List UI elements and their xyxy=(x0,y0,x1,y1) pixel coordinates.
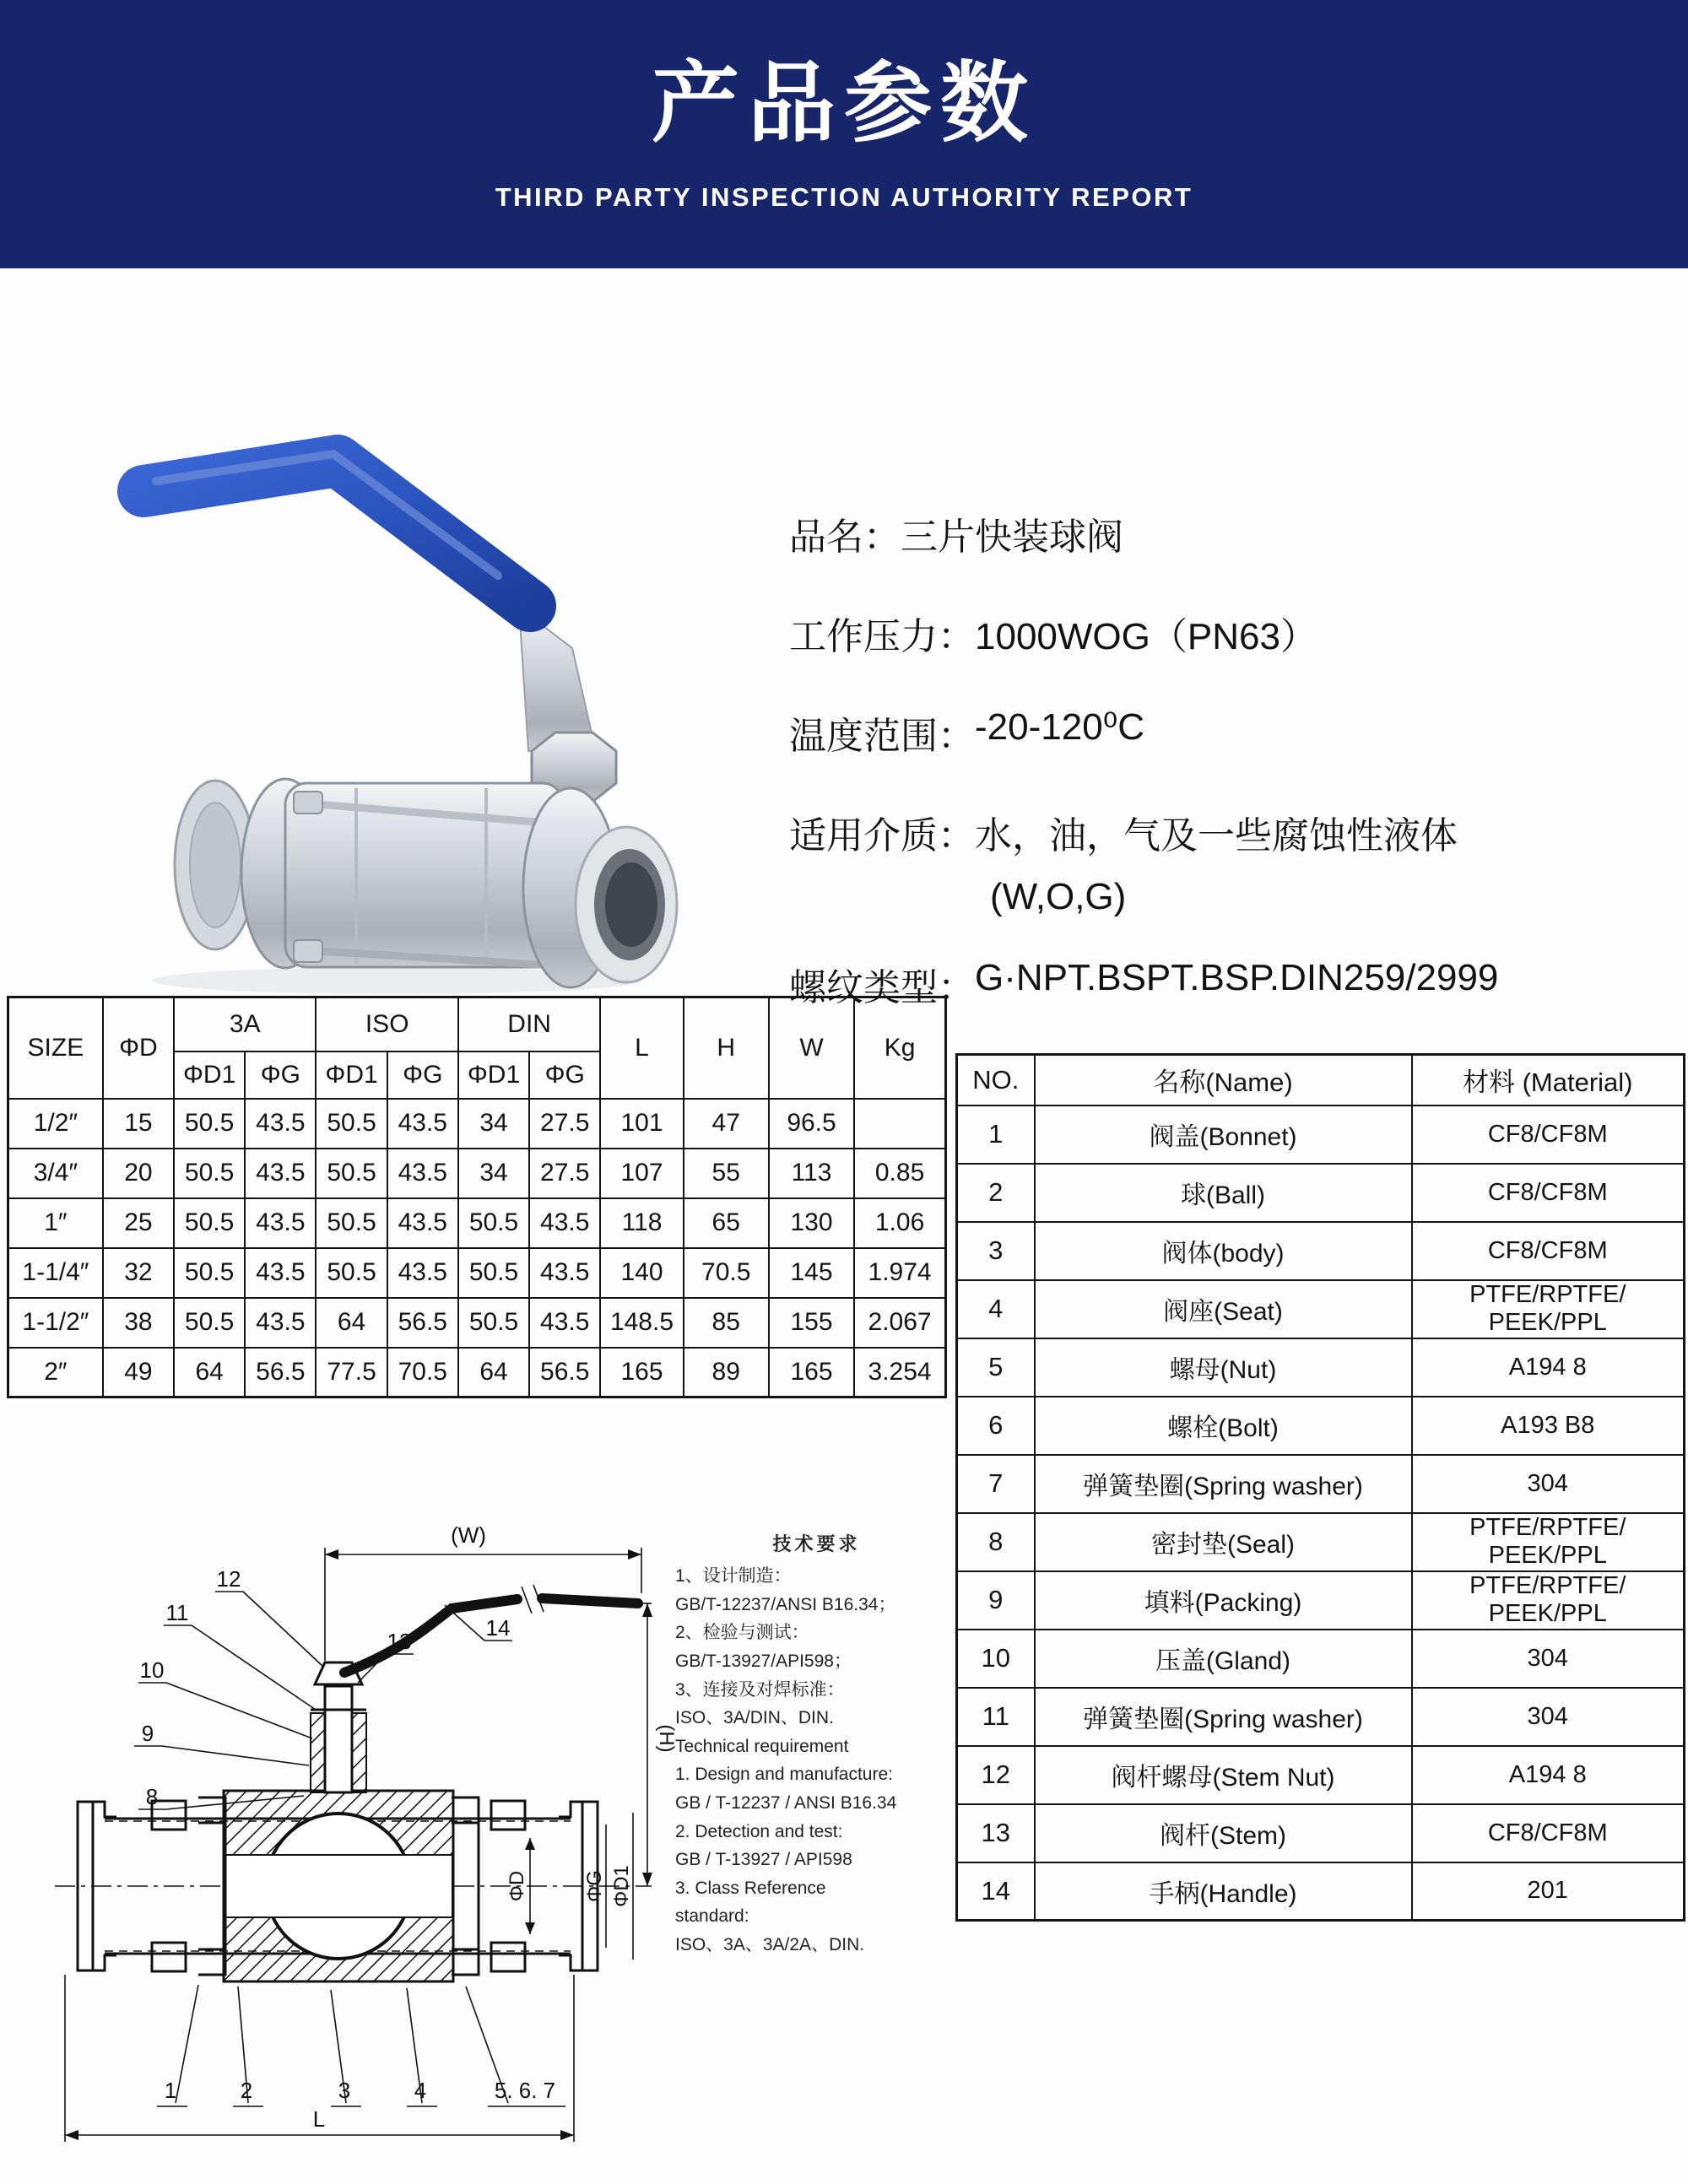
table-cell: 螺栓(Bolt) xyxy=(1035,1397,1412,1455)
notes-line: standard: xyxy=(675,1906,749,1927)
table-cell: 304 xyxy=(1412,1455,1685,1513)
info-label: 温度范围： xyxy=(789,716,975,757)
table-cell: 3/4″ xyxy=(8,1149,103,1198)
table-cell: 14 xyxy=(957,1862,1035,1921)
product-info xyxy=(789,506,1684,1057)
size-table xyxy=(7,996,947,1398)
table-cell: 13 xyxy=(957,1804,1035,1862)
part-label-14: 14 xyxy=(485,1615,511,1641)
table-row xyxy=(957,1804,1685,1862)
dim-w-label: (W) xyxy=(451,1522,486,1548)
col-header-h: H xyxy=(684,997,769,1099)
table-cell: 填料(Packing) xyxy=(1035,1571,1412,1630)
col-header-d1: ΦD1 xyxy=(316,1051,387,1099)
table-cell: 10 xyxy=(957,1630,1035,1688)
table-cell: 1.06 xyxy=(854,1198,945,1248)
table-cell: 64 xyxy=(316,1298,387,1348)
table-cell: 65 xyxy=(684,1198,769,1248)
table-cell: PTFE/RPTFE/ PEEK/PPL xyxy=(1412,1513,1685,1571)
col-header-w: W xyxy=(769,997,854,1099)
table-row xyxy=(8,1248,946,1298)
table-cell: 64 xyxy=(458,1348,529,1397)
table-cell: PTFE/RPTFE/ PEEK/PPL xyxy=(1412,1571,1685,1630)
table-cell: 43.5 xyxy=(245,1248,316,1298)
table-cell: 34 xyxy=(458,1099,529,1149)
info-label: 适用介质： xyxy=(789,815,975,857)
table-row xyxy=(957,1338,1685,1397)
table-row xyxy=(957,1222,1685,1280)
table-cell: 32 xyxy=(103,1248,174,1298)
table-row xyxy=(8,1099,946,1149)
table-cell: 50.5 xyxy=(174,1248,245,1298)
info-working-pressure xyxy=(789,606,1684,660)
part-label-9: 9 xyxy=(141,1721,154,1746)
table-cell: 50.5 xyxy=(316,1099,387,1149)
dim-d-label: ΦD xyxy=(506,1870,528,1902)
notes-title: 技术要求 xyxy=(772,1533,861,1554)
notes-line: GB / T-12237 / ANSI B16.34 xyxy=(675,1792,897,1813)
table-cell: 118 xyxy=(600,1198,683,1248)
product-photo xyxy=(59,354,701,996)
table-cell: 85 xyxy=(684,1298,769,1348)
table-cell: 50.5 xyxy=(316,1198,387,1248)
table-cell: 140 xyxy=(600,1248,683,1298)
col-header-name: 名称(Name) xyxy=(1035,1055,1412,1106)
dim-d1-label: ΦD1 xyxy=(610,1865,633,1907)
info-media xyxy=(789,805,1684,859)
table-row xyxy=(957,1106,1685,1164)
table-cell: 密封垫(Seal) xyxy=(1035,1513,1412,1571)
notes-line: GB/T-13927/API598； xyxy=(675,1651,852,1671)
dim-l-label: L xyxy=(312,2106,326,2132)
col-header-l: L xyxy=(600,997,683,1099)
part-label-2: 2 xyxy=(240,2078,253,2103)
table-row xyxy=(8,1298,946,1348)
table-cell: 弹簧垫圈(Spring washer) xyxy=(1035,1688,1412,1746)
packing-left xyxy=(311,1713,325,1792)
table-cell: 165 xyxy=(600,1348,683,1397)
part-label-1: 1 xyxy=(164,2078,177,2103)
part-label-12: 12 xyxy=(216,1566,241,1592)
table-row xyxy=(8,1348,946,1397)
table-cell: 50.5 xyxy=(316,1248,387,1298)
notes-line: 3. Class Reference xyxy=(675,1878,826,1898)
info-value: 三片快装球阀 xyxy=(901,516,1123,558)
technical-drawing xyxy=(25,1460,678,2165)
table-cell: PTFE/RPTFE/ PEEK/PPL xyxy=(1412,1280,1685,1338)
col-header-d1: ΦD1 xyxy=(458,1051,529,1099)
table-cell: 155 xyxy=(769,1298,854,1348)
table-row xyxy=(957,1280,1685,1338)
notes-line: ISO、3A/DIN、DIN. xyxy=(675,1708,834,1728)
col-header-d: ΦD xyxy=(103,997,174,1099)
table-cell: 弹簧垫圈(Spring washer) xyxy=(1035,1455,1412,1513)
table-cell: 304 xyxy=(1412,1688,1685,1746)
table-cell: 56.5 xyxy=(245,1348,316,1397)
table-cell: 50.5 xyxy=(174,1099,245,1149)
dim-h-label: (H) xyxy=(655,1724,678,1753)
table-cell: 43.5 xyxy=(529,1198,600,1248)
table-cell: 70.5 xyxy=(684,1248,769,1298)
col-header-d1: ΦD1 xyxy=(174,1051,245,1099)
part-label-8: 8 xyxy=(145,1784,159,1809)
table-cell: 148.5 xyxy=(600,1298,683,1348)
table-cell: 12 xyxy=(957,1746,1035,1804)
table-cell: 55 xyxy=(684,1149,769,1198)
table-cell: 50.5 xyxy=(458,1298,529,1348)
table-cell: 15 xyxy=(103,1099,174,1149)
table-cell: 130 xyxy=(769,1198,854,1248)
table-cell: CF8/CF8M xyxy=(1412,1164,1685,1222)
table-cell: 1″ xyxy=(8,1198,103,1248)
table-cell: 47 xyxy=(684,1099,769,1149)
table-cell: 56.5 xyxy=(387,1298,458,1348)
info-temperature-range xyxy=(789,705,1684,760)
table-row xyxy=(8,1149,946,1198)
table-cell: 50.5 xyxy=(174,1298,245,1348)
table-row xyxy=(957,1688,1685,1746)
info-media-sub: (W,O,G) xyxy=(990,876,1127,917)
table-cell: 阀座(Seat) xyxy=(1035,1280,1412,1338)
table-cell: 77.5 xyxy=(316,1348,387,1397)
table-cell: 43.5 xyxy=(245,1099,316,1149)
col-header-din: DIN xyxy=(458,997,600,1051)
table-row xyxy=(957,1513,1685,1571)
table-cell: 1-1/2″ xyxy=(8,1298,103,1348)
table-cell: 56.5 xyxy=(529,1348,600,1397)
info-value: G·NPT.BSPT.BSP.DIN259/2999 xyxy=(975,957,1499,998)
table-cell: A193 B8 xyxy=(1412,1397,1685,1455)
table-cell: 1/2″ xyxy=(8,1099,103,1149)
table-cell: 7 xyxy=(957,1455,1035,1513)
materials-table xyxy=(955,1053,1685,1922)
notes-line: 2. Detection and test: xyxy=(675,1821,843,1841)
col-header-iso: ISO xyxy=(316,997,457,1051)
table-cell: 阀杆(Stem) xyxy=(1035,1804,1412,1862)
table-cell: 107 xyxy=(600,1149,683,1198)
table-cell: A194 8 xyxy=(1412,1338,1685,1397)
part-label-13: 13 xyxy=(387,1629,412,1654)
table-cell: 压盖(Gland) xyxy=(1035,1630,1412,1688)
table-cell: 6 xyxy=(957,1397,1035,1455)
table-cell: 25 xyxy=(103,1198,174,1248)
col-header-kg: Kg xyxy=(854,997,945,1099)
col-header-g: ΦG xyxy=(387,1051,458,1099)
part-label-3: 3 xyxy=(338,2078,351,2103)
table-cell: 50.5 xyxy=(174,1149,245,1198)
part-label-10: 10 xyxy=(139,1657,165,1683)
table-cell: 2.067 xyxy=(854,1298,945,1348)
table-cell: 43.5 xyxy=(245,1298,316,1348)
notes-line: 2、检验与测试： xyxy=(675,1623,809,1643)
table-cell: 50.5 xyxy=(458,1248,529,1298)
packing-right xyxy=(352,1713,366,1792)
col-header-g: ΦG xyxy=(245,1051,316,1099)
table-cell: 阀体(body) xyxy=(1035,1222,1412,1280)
table-cell: 手柄(Handle) xyxy=(1035,1862,1412,1921)
table-row xyxy=(957,1397,1685,1455)
page-title: 产品参数 xyxy=(651,55,1036,153)
table-cell: 38 xyxy=(103,1298,174,1348)
valve-illustration xyxy=(143,454,677,994)
table-row xyxy=(957,1630,1685,1688)
table-cell: CF8/CF8M xyxy=(1412,1804,1685,1862)
table-cell: 5 xyxy=(957,1338,1035,1397)
table-cell: A194 8 xyxy=(1412,1746,1685,1804)
header-banner xyxy=(0,0,1688,268)
notes-line: GB/T-12237/ANSI B16.34； xyxy=(675,1594,896,1614)
info-value: -20-120⁰C xyxy=(975,706,1145,748)
table-cell: 阀盖(Bonnet) xyxy=(1035,1106,1412,1164)
table-cell: 43.5 xyxy=(529,1298,600,1348)
table-cell: 43.5 xyxy=(245,1198,316,1248)
table-row xyxy=(8,1198,946,1248)
table-cell: 3.254 xyxy=(854,1348,945,1397)
table-cell: 4 xyxy=(957,1280,1035,1338)
table-cell: 2″ xyxy=(8,1348,103,1397)
info-value: 水，油，气及一些腐蚀性液体 xyxy=(975,815,1458,857)
part-label-4: 4 xyxy=(414,2078,427,2103)
table-cell: CF8/CF8M xyxy=(1412,1106,1685,1164)
table-cell: 304 xyxy=(1412,1630,1685,1688)
page-subtitle: THIRD PARTY INSPECTION AUTHORITY REPORT xyxy=(495,182,1193,212)
col-header-3a: 3A xyxy=(174,997,316,1051)
dim-g-label: ΦG xyxy=(583,1870,606,1902)
table-cell: 101 xyxy=(600,1099,683,1149)
table-cell: 1 xyxy=(957,1106,1035,1164)
table-cell: 43.5 xyxy=(387,1099,458,1149)
table-cell: 3 xyxy=(957,1222,1035,1280)
table-cell: 43.5 xyxy=(245,1149,316,1198)
table-cell: 8 xyxy=(957,1513,1035,1571)
table-cell: 43.5 xyxy=(387,1198,458,1248)
table-cell: 50.5 xyxy=(316,1149,387,1198)
table-cell: 9 xyxy=(957,1571,1035,1630)
table-cell: 165 xyxy=(769,1348,854,1397)
table-cell: 50.5 xyxy=(458,1198,529,1248)
info-label: 工作压力： xyxy=(789,616,975,657)
table-cell: 50.5 xyxy=(174,1198,245,1248)
table-cell: 201 xyxy=(1412,1862,1685,1921)
table-cell: 70.5 xyxy=(387,1348,458,1397)
table-cell: 2 xyxy=(957,1164,1035,1222)
info-label: 品名： xyxy=(789,516,901,558)
col-header-size: SIZE xyxy=(8,997,103,1099)
table-cell: 113 xyxy=(769,1149,854,1198)
table-cell: 11 xyxy=(957,1688,1035,1746)
table-cell: 43.5 xyxy=(387,1248,458,1298)
handle xyxy=(143,461,530,606)
table-cell: 49 xyxy=(103,1348,174,1397)
table-cell: 145 xyxy=(769,1248,854,1298)
col-header-material: 材料 (Material) xyxy=(1412,1055,1685,1106)
table-row xyxy=(957,1571,1685,1630)
table-cell: 阀杆螺母(Stem Nut) xyxy=(1035,1746,1412,1804)
notes-line: Technical requirement xyxy=(675,1736,849,1756)
notes-lines xyxy=(675,1562,958,1959)
table-cell: CF8/CF8M xyxy=(1412,1222,1685,1280)
table-cell: 0.85 xyxy=(854,1149,945,1198)
table-row xyxy=(957,1455,1685,1513)
notes-line: 1、设计制造： xyxy=(675,1566,792,1587)
table-cell: 34 xyxy=(458,1149,529,1198)
table-cell: 1-1/4″ xyxy=(8,1248,103,1298)
table-cell: 1.974 xyxy=(854,1248,945,1298)
part-label-567: 5. 6. 7 xyxy=(494,2078,556,2103)
table-cell: 64 xyxy=(174,1348,245,1397)
part-label-11: 11 xyxy=(165,1600,189,1625)
table-cell: 43.5 xyxy=(529,1248,600,1298)
table-row xyxy=(957,1164,1685,1222)
notes-line: 3、连接及对焊标准： xyxy=(675,1679,845,1700)
table-cell: 螺母(Nut) xyxy=(1035,1338,1412,1397)
technical-notes xyxy=(675,1529,958,1960)
table-cell: 27.5 xyxy=(529,1149,600,1198)
table-cell xyxy=(854,1099,945,1149)
col-header-no: NO. xyxy=(957,1055,1035,1106)
notes-line: 1. Design and manufacture: xyxy=(675,1765,893,1785)
bore xyxy=(225,1855,452,1917)
table-row xyxy=(957,1746,1685,1804)
col-header-g: ΦG xyxy=(529,1051,600,1099)
table-cell: 96.5 xyxy=(769,1099,854,1149)
table-row xyxy=(957,1862,1685,1921)
info-product-name xyxy=(789,506,1684,560)
table-cell: 43.5 xyxy=(387,1149,458,1198)
table-cell: 89 xyxy=(684,1348,769,1397)
notes-line: ISO、3A、3A/2A、DIN. xyxy=(675,1934,865,1954)
stem-section xyxy=(325,1686,352,1792)
notes-line: GB / T-13927 / API598 xyxy=(675,1850,852,1870)
table-cell: 20 xyxy=(103,1149,174,1198)
table-cell: 球(Ball) xyxy=(1035,1164,1412,1222)
table-cell: 27.5 xyxy=(529,1099,600,1149)
info-value: 1000WOG（PN63） xyxy=(975,616,1317,657)
info-label: 螺纹类型： xyxy=(789,967,975,1008)
